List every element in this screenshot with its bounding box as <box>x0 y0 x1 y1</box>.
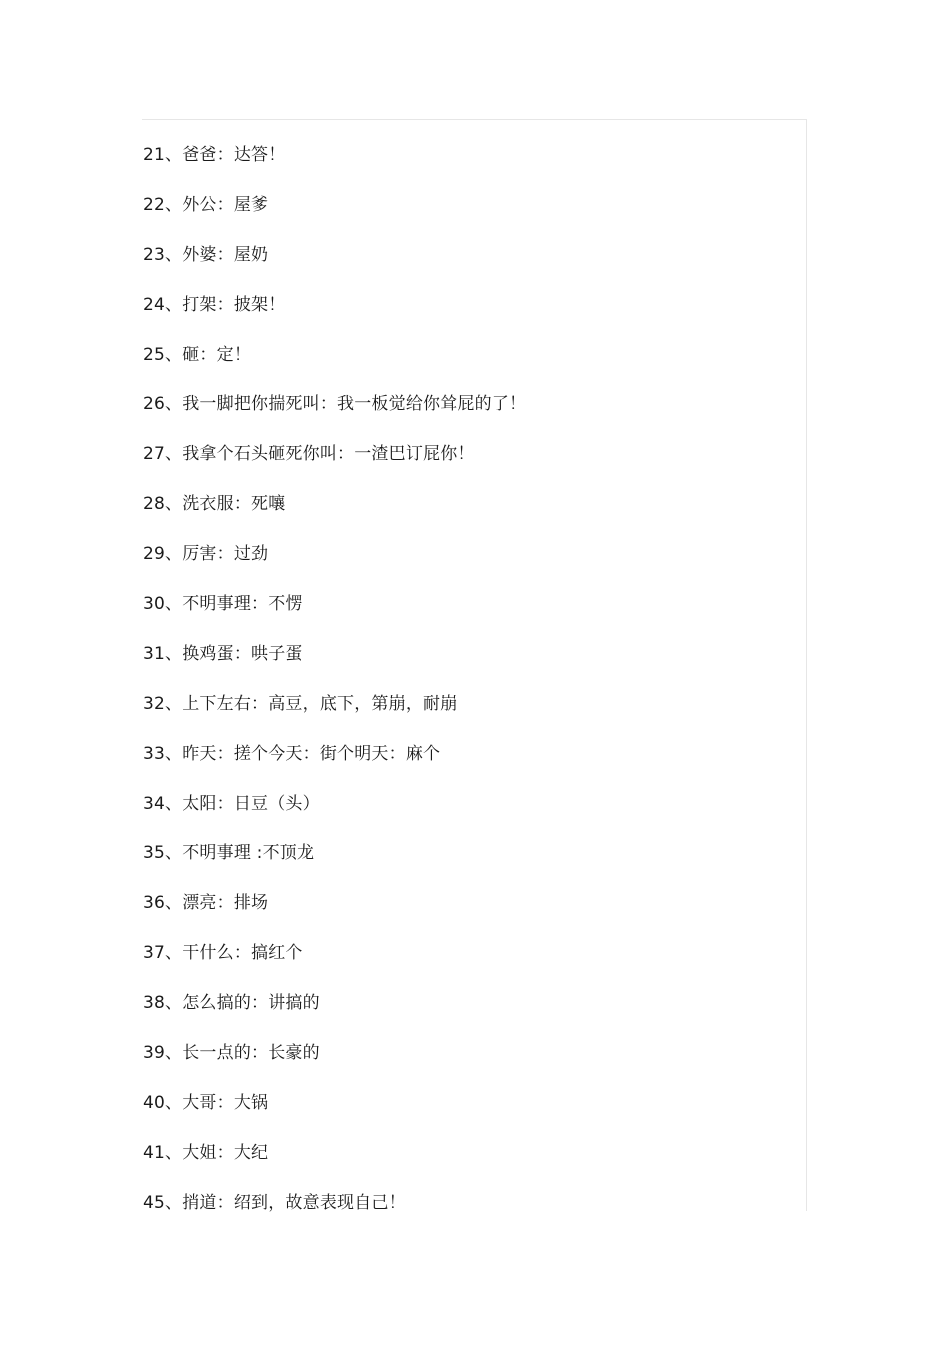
list-item: 25、砸：定！ <box>143 344 252 365</box>
list-item: 31、换鸡蛋：哄子蛋 <box>143 643 303 664</box>
list-item: 37、干什么：搞红个 <box>143 943 303 964</box>
list-item: 32、上下左右：高豆，底下，第崩，耐崩 <box>143 693 458 714</box>
list-item: 39、长一点的：长豪的 <box>143 1043 320 1064</box>
list-item: 34、太阳：日豆（头） <box>143 793 320 814</box>
entry-list <box>143 144 526 1242</box>
list-item: 33、昨天：搓个今天：街个明天：麻个 <box>143 743 441 764</box>
list-item: 36、漂亮：排场 <box>143 893 269 914</box>
list-item: 30、不明事理：不愣 <box>143 594 303 615</box>
list-item: 38、怎么搞的：讲搞的 <box>143 993 320 1014</box>
list-item: 26、我一脚把你揣死叫：我一板觉给你耸屁的了！ <box>143 394 527 415</box>
list-item: 45、捎道：绍到，故意表现自己！ <box>143 1192 406 1213</box>
list-item: 21、爸爸：达答！ <box>143 145 286 165</box>
list-item: 23、外婆：屋奶 <box>143 244 269 265</box>
list-item: 41、大姐：大纪 <box>143 1142 269 1163</box>
list-item: 29、厉害：过劲 <box>143 544 269 565</box>
list-item: 40、大哥：大锅 <box>143 1092 269 1113</box>
list-item: 27、我拿个石头砸死你叫：一渣巴订屁你！ <box>143 444 475 465</box>
list-item: 28、洗衣服：死嚷 <box>143 494 286 515</box>
list-item: 22、外公：屋爹 <box>143 194 269 215</box>
list-item: 35、不明事理 :不顶龙 <box>143 843 315 864</box>
list-item: 24、打架：披架！ <box>143 294 286 315</box>
